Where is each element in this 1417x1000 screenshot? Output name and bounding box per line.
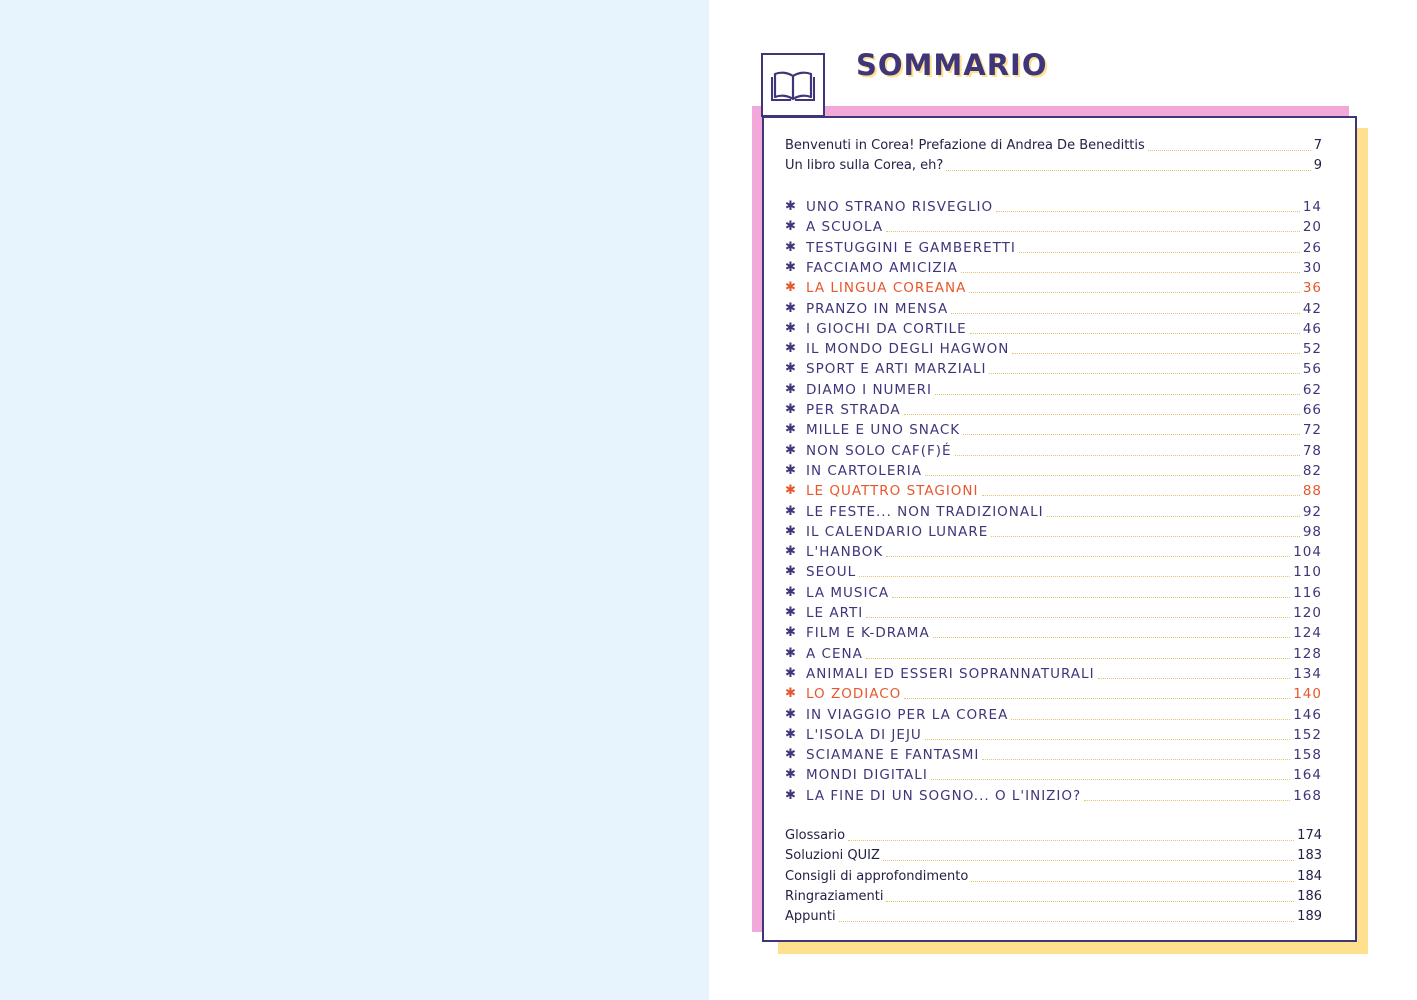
appendix-entry bbox=[785, 907, 1322, 927]
entry-page: 46 bbox=[1302, 320, 1322, 337]
entry-title: LA LINGUA COREANA bbox=[806, 280, 967, 297]
entry-page: 174 bbox=[1297, 828, 1322, 843]
chapter-entry bbox=[785, 197, 1322, 217]
open-book-icon bbox=[771, 68, 815, 102]
chapter-entry bbox=[785, 238, 1322, 258]
entry-page: 164 bbox=[1293, 767, 1322, 784]
dot-leader bbox=[946, 170, 1310, 171]
entry-page: 26 bbox=[1302, 239, 1322, 256]
entry-title: LA FINE DI UN SOGNO... O L'INIZIO? bbox=[806, 787, 1082, 804]
page-title: SOMMARIO bbox=[856, 48, 1048, 82]
entry-title: Ringraziamenti bbox=[785, 888, 884, 904]
entry-page: 183 bbox=[1297, 848, 1322, 864]
dot-leader bbox=[1084, 800, 1290, 801]
chapter-entry bbox=[785, 603, 1322, 623]
entry-page: 78 bbox=[1302, 442, 1322, 459]
entry-page: 189 bbox=[1297, 909, 1322, 925]
entry-title: IN CARTOLERIA bbox=[806, 462, 922, 479]
dot-leader bbox=[1011, 719, 1290, 720]
asterisk-icon: ✱ bbox=[785, 584, 797, 600]
asterisk-icon: ✱ bbox=[785, 483, 797, 499]
asterisk-icon: ✱ bbox=[785, 280, 797, 296]
dot-leader bbox=[866, 617, 1290, 618]
dot-leader bbox=[886, 231, 1300, 232]
dot-leader bbox=[951, 313, 1300, 314]
dot-leader bbox=[866, 658, 1290, 659]
asterisk-icon: ✱ bbox=[785, 787, 797, 803]
chapter-entry bbox=[785, 217, 1322, 237]
entry-page: 158 bbox=[1293, 747, 1322, 764]
entry-title: SEOUL bbox=[806, 564, 857, 581]
entry-title: IL MONDO DEGLI HAGWON bbox=[806, 341, 1010, 358]
asterisk-icon: ✱ bbox=[785, 442, 797, 458]
chapter-entry bbox=[785, 258, 1322, 278]
chapter-entry bbox=[785, 359, 1322, 379]
entry-title: L'ISOLA DI JEJU bbox=[806, 726, 922, 743]
dot-leader bbox=[1148, 150, 1311, 151]
entry-title: LE QUATTRO STAGIONI bbox=[806, 483, 979, 500]
entry-page: 92 bbox=[1302, 503, 1322, 520]
asterisk-icon: ✱ bbox=[785, 199, 797, 214]
entry-page: 146 bbox=[1293, 706, 1322, 723]
entry-title: SPORT E ARTI MARZIALI bbox=[806, 361, 987, 378]
chapter-entry bbox=[785, 745, 1322, 765]
chapter-entry bbox=[785, 725, 1322, 745]
dot-leader bbox=[970, 333, 1300, 334]
asterisk-icon: ✱ bbox=[785, 361, 797, 377]
entry-page: 98 bbox=[1302, 523, 1322, 540]
chapter-entry bbox=[785, 380, 1322, 400]
entry-page: 186 bbox=[1297, 888, 1322, 904]
chapter-entry bbox=[785, 420, 1322, 440]
dot-leader bbox=[925, 475, 1300, 476]
chapter-entry bbox=[785, 623, 1322, 643]
appendix-entry bbox=[785, 846, 1322, 866]
entry-title: SCIAMANE E FANTASMI bbox=[806, 747, 980, 764]
entry-title: PRANZO IN MENSA bbox=[806, 300, 949, 317]
dot-leader bbox=[859, 576, 1290, 577]
dot-leader bbox=[886, 901, 1294, 902]
dot-leader bbox=[886, 556, 1290, 557]
entry-page: 124 bbox=[1293, 625, 1322, 642]
entry-title: LE FESTE... NON TRADIZIONALI bbox=[806, 503, 1044, 520]
entry-title: ANIMALI ED ESSERI SOPRANNATURALI bbox=[806, 665, 1095, 682]
entry-page: 134 bbox=[1293, 665, 1322, 682]
chapter-entry bbox=[785, 583, 1322, 603]
dot-leader bbox=[982, 495, 1300, 496]
chapter-entry bbox=[785, 684, 1322, 704]
entry-page: 82 bbox=[1302, 462, 1322, 479]
entry-page: 104 bbox=[1293, 544, 1322, 561]
entry-title: TESTUGGINI E GAMBERETTI bbox=[806, 239, 1016, 256]
dot-leader bbox=[848, 840, 1294, 841]
entry-page: 72 bbox=[1302, 422, 1322, 439]
intro-entry bbox=[785, 156, 1322, 176]
entry-title: DIAMO I NUMERI bbox=[806, 381, 932, 398]
chapter-entry bbox=[785, 644, 1322, 664]
entry-page: 36 bbox=[1302, 280, 1322, 297]
chapter-entry bbox=[785, 339, 1322, 359]
chapter-entry bbox=[785, 786, 1322, 806]
dot-leader bbox=[904, 698, 1290, 699]
chapter-entry bbox=[785, 522, 1322, 542]
entry-page: 152 bbox=[1293, 726, 1322, 743]
asterisk-icon: ✱ bbox=[785, 219, 797, 235]
entry-page: 140 bbox=[1293, 686, 1322, 703]
asterisk-icon: ✱ bbox=[785, 706, 797, 722]
entry-title: MILLE E UNO SNACK bbox=[806, 422, 961, 439]
dot-leader bbox=[883, 860, 1294, 861]
entry-title: Glossario bbox=[785, 828, 846, 843]
entry-title: NON SOLO CAF(F)É bbox=[806, 442, 952, 459]
chapter-entry bbox=[785, 461, 1322, 481]
dot-leader bbox=[969, 292, 1299, 293]
dot-leader bbox=[931, 779, 1290, 780]
dot-leader bbox=[982, 759, 1290, 760]
asterisk-icon: ✱ bbox=[785, 544, 797, 560]
appendix-entry bbox=[785, 887, 1322, 907]
entry-page: 52 bbox=[1302, 341, 1322, 358]
entry-page: 20 bbox=[1302, 219, 1322, 236]
entry-page: 184 bbox=[1297, 868, 1322, 884]
asterisk-icon: ✱ bbox=[785, 625, 797, 641]
entry-page: 110 bbox=[1293, 564, 1322, 581]
entry-page: 120 bbox=[1293, 605, 1322, 621]
entry-title: MONDI DIGITALI bbox=[806, 767, 928, 784]
entry-title: PER STRADA bbox=[806, 402, 901, 418]
entry-title: Appunti bbox=[785, 909, 836, 925]
entry-title: UNO STRANO RISVEGLIO bbox=[806, 199, 994, 215]
appendix-entry bbox=[785, 867, 1322, 887]
entry-page: 7 bbox=[1313, 138, 1322, 153]
asterisk-icon: ✱ bbox=[785, 503, 797, 519]
asterisk-icon: ✱ bbox=[785, 300, 797, 316]
dot-leader bbox=[989, 373, 1299, 374]
asterisk-icon: ✱ bbox=[785, 422, 797, 438]
entry-title: Consigli di approfondimento bbox=[785, 868, 969, 884]
chapter-entry bbox=[785, 441, 1322, 461]
asterisk-icon: ✱ bbox=[785, 523, 797, 539]
asterisk-icon: ✱ bbox=[785, 320, 797, 336]
dot-leader bbox=[955, 455, 1300, 456]
asterisk-icon: ✱ bbox=[785, 239, 797, 255]
entry-title: L'HANBOK bbox=[806, 544, 884, 561]
entry-page: 9 bbox=[1313, 158, 1322, 173]
entry-title: A CENA bbox=[806, 645, 863, 662]
intro-entry bbox=[785, 136, 1322, 156]
dot-leader bbox=[904, 414, 1300, 415]
entry-title: IN VIAGGIO PER LA COREA bbox=[806, 706, 1009, 723]
entry-title: Soluzioni QUIZ bbox=[785, 848, 880, 864]
entry-page: 62 bbox=[1302, 381, 1322, 398]
dot-leader bbox=[892, 597, 1290, 598]
entry-page: 88 bbox=[1302, 483, 1322, 500]
appendix-entry bbox=[785, 826, 1322, 846]
dot-leader bbox=[925, 739, 1290, 740]
asterisk-icon: ✱ bbox=[785, 726, 797, 742]
asterisk-icon: ✱ bbox=[785, 686, 797, 702]
dot-leader bbox=[963, 434, 1300, 435]
entry-title: Benvenuti in Corea! Prefazione di Andrea De Benedittis bbox=[785, 138, 1145, 153]
header-icon-box bbox=[761, 53, 825, 117]
chapter-entry bbox=[785, 502, 1322, 522]
asterisk-icon: ✱ bbox=[785, 605, 797, 620]
asterisk-icon: ✱ bbox=[785, 259, 797, 275]
entry-page: 168 bbox=[1293, 787, 1322, 804]
chapter-entry bbox=[785, 664, 1322, 684]
chapter-entry bbox=[785, 319, 1322, 339]
entry-title: LE ARTI bbox=[806, 605, 864, 621]
entry-title: I GIOCHI DA CORTILE bbox=[806, 320, 967, 337]
asterisk-icon: ✱ bbox=[785, 747, 797, 763]
asterisk-icon: ✱ bbox=[785, 665, 797, 681]
dot-leader bbox=[1098, 678, 1291, 679]
dot-leader bbox=[933, 637, 1291, 638]
dot-leader bbox=[971, 881, 1294, 882]
dot-leader bbox=[996, 211, 1300, 212]
entry-page: 116 bbox=[1293, 584, 1322, 601]
chapter-entry bbox=[785, 542, 1322, 562]
entry-title: Un libro sulla Corea, eh? bbox=[785, 158, 944, 173]
asterisk-icon: ✱ bbox=[785, 767, 797, 783]
asterisk-icon: ✱ bbox=[785, 341, 797, 357]
chapter-entry bbox=[785, 299, 1322, 319]
dot-leader bbox=[1019, 252, 1300, 253]
dot-leader bbox=[839, 921, 1295, 922]
entry-page: 56 bbox=[1302, 361, 1322, 378]
entry-page: 30 bbox=[1302, 259, 1322, 276]
chapter-entry bbox=[785, 705, 1322, 725]
entry-page: 42 bbox=[1302, 300, 1322, 317]
entry-page: 14 bbox=[1302, 199, 1322, 215]
asterisk-icon: ✱ bbox=[785, 381, 797, 397]
chapter-entry bbox=[785, 278, 1322, 298]
entry-title: IL CALENDARIO LUNARE bbox=[806, 523, 989, 540]
entry-title: A SCUOLA bbox=[806, 219, 884, 236]
asterisk-icon: ✱ bbox=[785, 645, 797, 661]
entry-page: 128 bbox=[1293, 645, 1322, 662]
dot-leader bbox=[1012, 353, 1299, 354]
dot-leader bbox=[961, 272, 1300, 273]
dot-leader bbox=[1047, 516, 1300, 517]
entry-page: 66 bbox=[1302, 402, 1322, 418]
chapter-entry bbox=[785, 562, 1322, 582]
asterisk-icon: ✱ bbox=[785, 402, 797, 417]
entry-title: FACCIAMO AMICIZIA bbox=[806, 259, 958, 276]
dot-leader bbox=[991, 536, 1300, 537]
asterisk-icon: ✱ bbox=[785, 564, 797, 580]
asterisk-icon: ✱ bbox=[785, 462, 797, 478]
entry-title: LO ZODIACO bbox=[806, 686, 902, 703]
chapter-entry bbox=[785, 400, 1322, 420]
chapter-entry bbox=[785, 481, 1322, 501]
chapter-entry bbox=[785, 765, 1322, 785]
entry-title: LA MUSICA bbox=[806, 584, 890, 601]
entry-title: FILM E K-DRAMA bbox=[806, 625, 930, 642]
dot-leader bbox=[935, 394, 1300, 395]
